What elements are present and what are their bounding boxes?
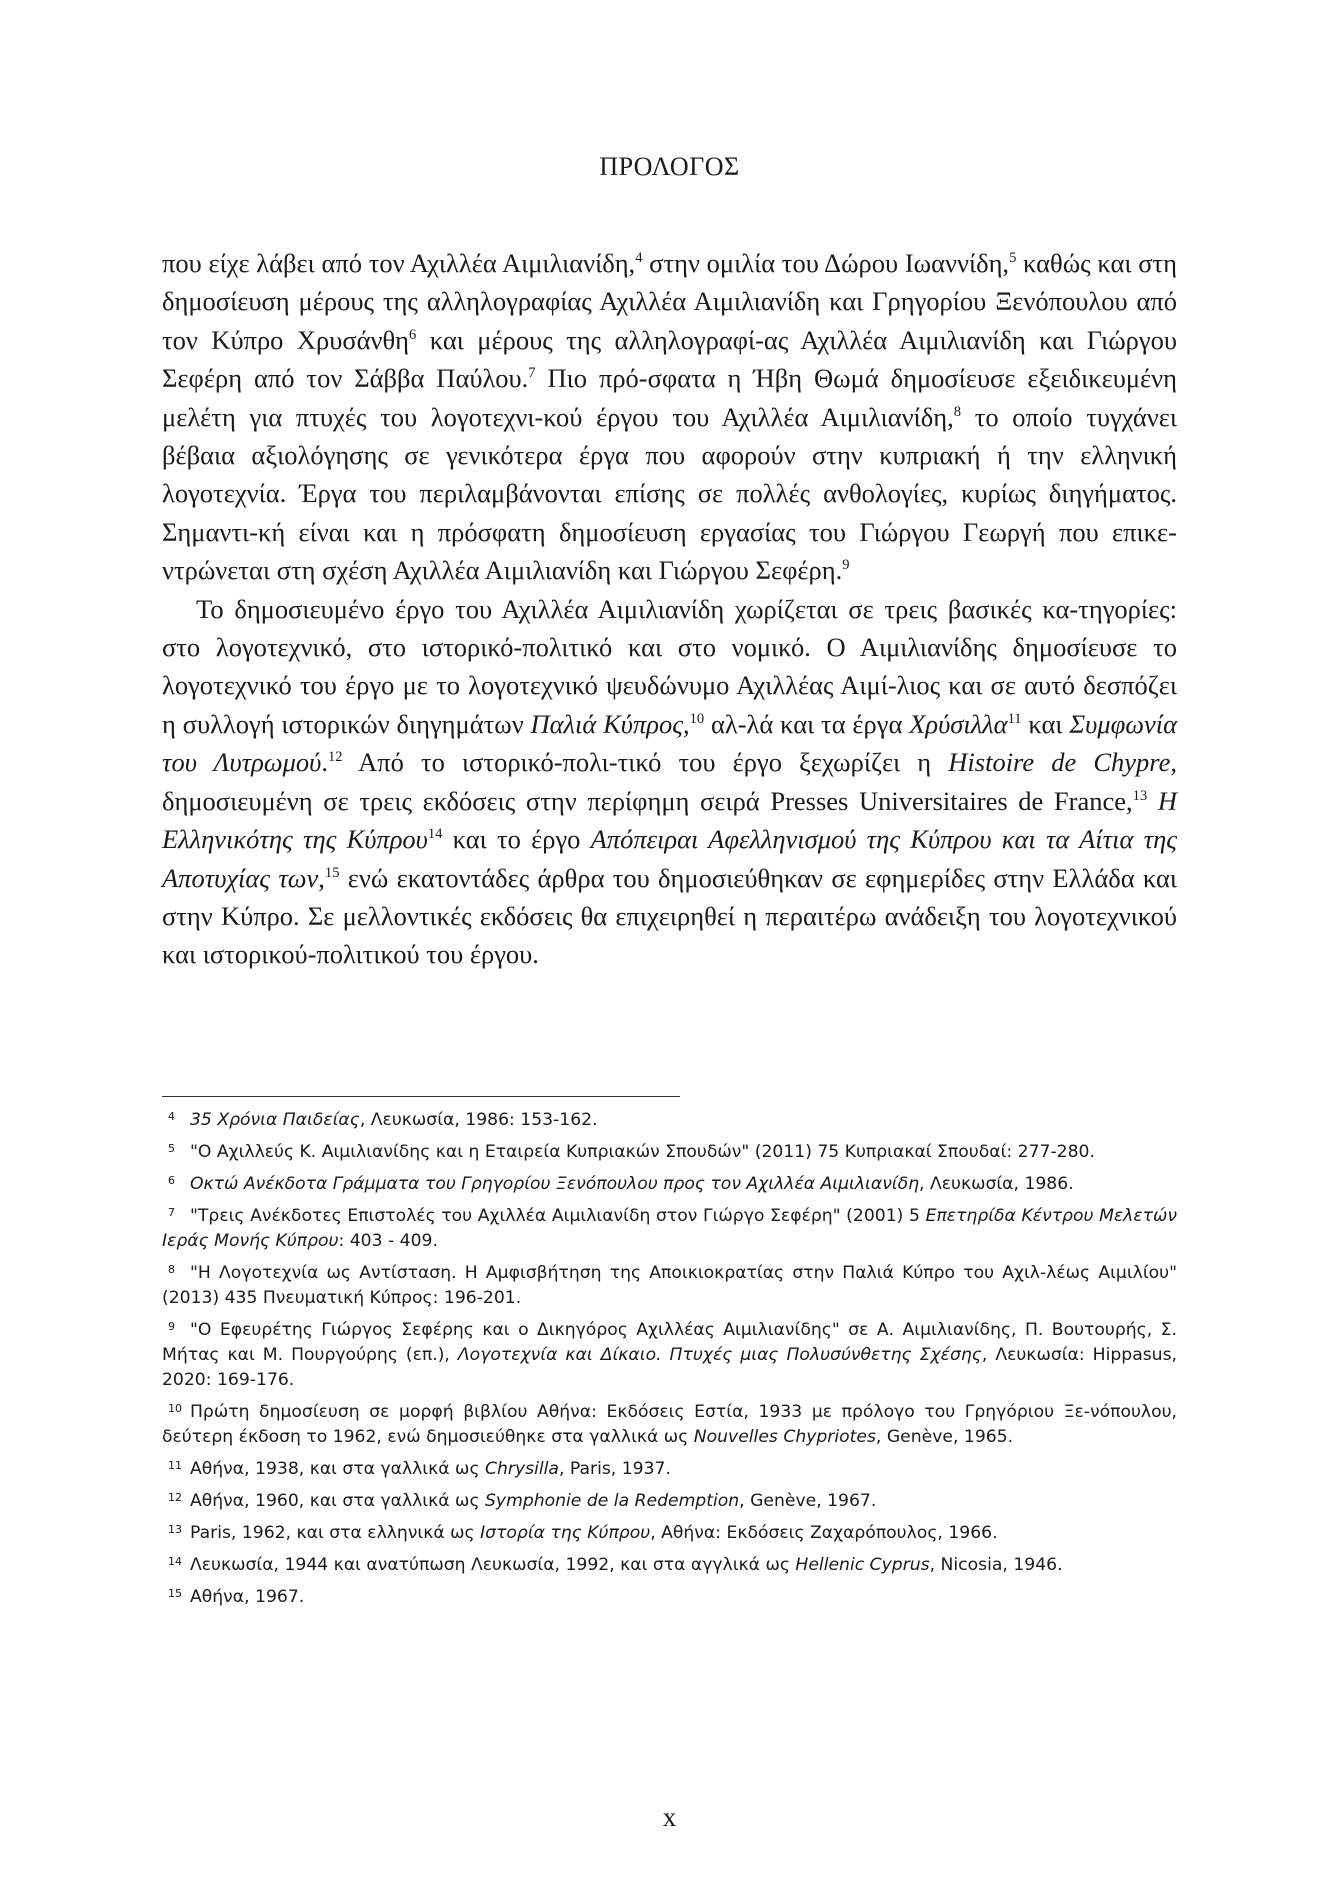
- footnote-number: 15: [168, 1587, 182, 1600]
- title-italic: Απόπειραι Αφελληνισμού της Κύπρου και τα Αίτια της Αποτυχίας των: [162, 824, 1177, 893]
- footnote-6: [162, 1168, 1177, 1197]
- footnote-italic: Nouvelles Chypriotes: [693, 1427, 876, 1447]
- footnote-divider: [162, 1096, 680, 1097]
- footnote-italic: Επετηρίδα Κέντρου Μελετών Ιεράς Μονής Κύπρου: [162, 1206, 1177, 1251]
- text-run: ,: [318, 862, 325, 893]
- text-run: ενώ εκατοντάδες άρθρα του δημοσιεύθηκαν σε εφημερίδες στην Ελλάδα και στην Κύπρο. Σε μελλοντικές εκδόσεις θα επιχειρηθεί η περαιτέρω ανάδειξη του λογοτεχνικού και ιστορικού-πολιτικού του έργου.: [162, 862, 1177, 970]
- paragraph-1: [162, 244, 1177, 590]
- footnote-14: [162, 1549, 1177, 1578]
- footnote-text: "Ο Αχιλλεύς Κ. Αιμιλιανίδης και η Εταιρεία Κυπριακών Σπουδών" (2011) 75 Κυπριακαί Σπουδαί: 277-280.: [190, 1142, 1095, 1162]
- footnote-9: [162, 1314, 1177, 1393]
- footnote-text: , Λευκωσία: Hippasus, 2020: 169-176.: [162, 1345, 1177, 1390]
- text-run: που είχε λάβει από τον Αχιλλέα Αιμιλιανίδη,: [162, 248, 636, 278]
- footnote-number: 14: [168, 1555, 182, 1568]
- text-run: .: [321, 747, 328, 778]
- page-number: x: [662, 1802, 677, 1832]
- title-italic: Συμφωνία του Λυτρωμού: [162, 708, 1178, 778]
- footnote-ref-8[interactable]: 8: [953, 403, 962, 420]
- footnote-ref-14[interactable]: 14: [427, 826, 443, 843]
- footnote-text: , Λευκωσία, 1986: 153-162.: [359, 1110, 598, 1130]
- text-run: το οποίο τυγχάνει βέβαια αξιολόγησης σε γενικότερα έργα που αφορούν στην κυπριακή ή την ελληνική λογοτεχνία. Έργα του περιλαμβάνονται επίσης σε πολλές ανθολογίες, κυρίως διηγήματος. Σημαντι-κή είναι και η πρόσφατη δημοσίευση εργασίας του Γιώργου Γεωργή που επικε-ντρώνεται στη σχέση Αχιλλέα Αιμιλιανίδη και Γιώργου Σεφέρη.: [162, 401, 1177, 586]
- footnote-number: 13: [168, 1523, 182, 1536]
- footnote-ref-9[interactable]: 9: [842, 557, 850, 574]
- footnote-text: , Genève, 1967.: [739, 1491, 877, 1511]
- footnote-italic: Λογοτεχνία και Δίκαιο. Πτυχές μιας Πολυσύνθετης Σχέσης: [457, 1345, 982, 1365]
- footnote-text: Αθήνα, 1938, και στα γαλλικά ως: [190, 1459, 485, 1479]
- footnote-text: , Paris, 1937.: [558, 1459, 671, 1479]
- text-run: και: [1021, 708, 1070, 739]
- text-run: στην ομιλία του Δώρου Ιωαννίδη,: [642, 248, 1010, 278]
- footnote-text: "Ο Εφευρέτης Γιώργος Σεφέρης και ο Δικηγόρος Αχιλλέας Αιμιλιανίδης" σε Α. Αιμιλιανίδης, Π. Βουτουρής, Σ. Μήτας και Μ. Πουργούρης (επ.),: [162, 1320, 1177, 1365]
- footnote-8: [162, 1257, 1177, 1311]
- footnote-number: 11: [168, 1459, 182, 1472]
- footnote-5: [162, 1136, 1177, 1165]
- footnote-italic: Chrysilla: [485, 1459, 559, 1479]
- footnote-ref-6[interactable]: 6: [409, 326, 417, 343]
- text-run: Το δημοσιευμένο έργο του Αχιλλέα Αιμιλιανίδη χωρίζεται σε τρεις βασικές κα-τηγορίες: στο λογοτεχνικό, στο ιστορικό-πολιτικό και στο νομικό. Ο Αιμιλιανίδης δημοσίευσε το λογοτεχνικό του έργο με το λογοτεχνικό ψευδώνυμο Αχιλλέας Αιμί-λιος και σε αυτό δεσπόζει η συλλογή ιστορικών διηγημάτων: [162, 593, 1177, 739]
- footnote-11: [162, 1453, 1177, 1482]
- footnote-ref-12[interactable]: 12: [327, 749, 343, 766]
- text-run: Από το ιστορικό-πολι-τικό του έργο ξεχωρίζει η: [342, 747, 949, 778]
- footnote-ref-15[interactable]: 15: [324, 864, 340, 881]
- footnote-number: 8: [168, 1263, 175, 1276]
- footnote-text: Paris, 1962, και στα ελληνικά ως: [190, 1523, 481, 1543]
- footnote-ref-13[interactable]: 13: [1132, 787, 1148, 804]
- text-run: και μέρους της αλληλογραφί-ας Αχιλλέα Αιμιλιανίδη και Γιώργου Σεφέρη από τον Σάββα Παύλου.: [162, 324, 1177, 394]
- text-run: καθώς και στη δημοσίευση μέρους της αλληλογραφίας Αχιλλέα Αιμιλιανίδη και Γρηγορίου Ξενόπουλου από τον Κύπρο Χρυσάνθη: [162, 248, 1178, 355]
- title-italic: Η Ελληνικότης της Κύπρου: [162, 785, 1178, 855]
- text-run: [1147, 786, 1158, 816]
- footnote-number: 6: [168, 1174, 175, 1187]
- footnote-italic: Οκτώ Ανέκδοτα Γράμματα του Γρηγορίου Ξενόπουλου προς τον Αχιλλέα Αιμιλιανίδη: [190, 1174, 920, 1194]
- running-header: ΠΡΟΛΟΓΟΣ: [599, 152, 740, 181]
- main-text: [162, 244, 1177, 974]
- footnote-ref-10[interactable]: 10: [689, 711, 705, 728]
- footnote-number: 9: [168, 1320, 175, 1333]
- footnote-ref-4[interactable]: 4: [635, 250, 643, 267]
- title-italic: Χρύσιλλα: [909, 708, 1008, 739]
- footnote-text: Πρώτη δημοσίευση σε μορφή βιβλίου Αθήνα: Εκδόσεις Εστία, 1933 με πρόλογο του Γρηγόριου Ξε-νόπουλου, δεύτερη έκδοση το 1962, ενώ δημοσιεύθηκε στα γαλλικά ως: [162, 1402, 1177, 1447]
- footnote-ref-7[interactable]: 7: [528, 365, 536, 382]
- footnote-10: [162, 1396, 1177, 1450]
- footnote-text: Αθήνα, 1960, και στα γαλλικά ως: [190, 1491, 485, 1511]
- footnote-text: "Η Λογοτεχνία ως Αντίσταση. Η Αμφισβήτηση της Αποικιοκρατίας στην Παλιά Κύπρο του Αχιλ-λέως Αιμιλίου" (2013) 435 Πνευματική Κύπρος: 196-201.: [162, 1263, 1177, 1308]
- footnote-text: , Αθήνα: Εκδόσεις Ζαχαρόπουλος, 1966.: [650, 1523, 998, 1543]
- footnote-15: [162, 1581, 1177, 1610]
- title-italic: Παλιά Κύπρος: [530, 708, 683, 739]
- footnote-7: [162, 1200, 1177, 1254]
- footnote-text: Αθήνα, 1967.: [190, 1587, 305, 1607]
- footnote-number: 7: [168, 1206, 175, 1219]
- footnote-12: [162, 1485, 1177, 1514]
- footnote-text: , Genève, 1965.: [875, 1427, 1014, 1447]
- footnote-number: 4: [168, 1110, 175, 1123]
- footnotes-section: [162, 1104, 1177, 1613]
- text-run: , δημοσιευμένη σε τρεις εκδόσεις στην περίφημη σειρά Presses Universitaires de France,: [162, 747, 1178, 816]
- footnote-text: , Nicosia, 1946.: [929, 1555, 1063, 1575]
- footnote-text: Λευκωσία, 1944 και ανατύπωση Λευκωσία, 1992, και στα αγγλικά ως: [190, 1555, 796, 1575]
- footnote-ref-5[interactable]: 5: [1009, 250, 1017, 267]
- footnote-text: : 403 - 409.: [338, 1231, 438, 1251]
- text-run: και το έργο: [442, 824, 591, 855]
- text-run: αλ-λά και τα έργα: [704, 708, 910, 739]
- footnote-italic: Symphonie de la Redemption: [485, 1491, 740, 1511]
- footnote-number: 5: [168, 1142, 175, 1155]
- title-italic: Histoire de Chypre: [948, 747, 1171, 778]
- footnote-italic: Ιστορία της Κύπρου: [480, 1523, 651, 1543]
- footnote-number: 12: [168, 1491, 182, 1504]
- paragraph-2: Το δημοσιευμένο έργο του Αχιλλέα Αιμιλιανίδη χωρίζεται σε τρεις βασικές κα-τηγορίες: στο λογοτεχνικό, στο ιστορικό-πολιτικό και στο νομικό. Ο Αιμιλιανίδης δημοσίευσε το λογοτεχνικό του έργο με το λογοτεχνικό ψευδώνυμο Αχιλλέας Αιμί-λιος και σε αυτό δεσπόζει η συλλογή ιστορικών διηγημάτων Παλιά Κύπρος,$^{10}$ αλ-λά και τα έργα Χρύσιλλα$^{11}$ και Συμφωνία του Λυτρωμού.$^{12}$ Από το ιστορικό-πολι-τικό του έργο ξεχωρίζει η Histoire de Chypre, δημοσιευμένη σε τρεις εκδόσεις στην περίφημη σειρά Presses Universitaires de France,$^{13}$ Η Ελληνικότης της Κύπρου$^{14}$ και το έργο Απόπειραι Αφελληνισμού της Κύπρου και τα Αίτια της Αποτυχίας των,$^{15}$ ενώ εκατοντάδες άρθρα του δημοσιεύθηκαν σε εφημερίδες στην Ελλάδα και στην Κύπρο. Σε μελλοντικές εκδόσεις θα επιχειρηθεί η περαιτέρω ανάδειξη του λογοτεχνικού και ιστορικού-πολιτικού του έργου.: [162, 593, 1178, 970]
- footnote-ref-11[interactable]: 11: [1007, 711, 1022, 728]
- footnote-4: [162, 1104, 1177, 1133]
- footnote-italic: Hellenic Cyprus: [795, 1555, 930, 1575]
- footnote-text: "Τρεις Ανέκδοτες Επιστολές του Αχιλλέα Αιμιλιανίδη στον Γιώργο Σεφέρη" (2001) 5: [190, 1206, 926, 1226]
- footnote-13: [162, 1517, 1177, 1546]
- footnote-text: , Λευκωσία, 1986.: [919, 1174, 1074, 1194]
- footnote-italic: 35 Χρόνια Παιδείας: [190, 1110, 360, 1130]
- footnote-number: 10: [168, 1402, 182, 1415]
- text-run: Πιο πρό-σφατα η Ήβη Θωμά δημοσίευσε εξειδικευμένη μελέτη για πτυχές του λογοτεχνι-κού έργου του Αχιλλέα Αιμιλιανίδη,: [162, 363, 1177, 432]
